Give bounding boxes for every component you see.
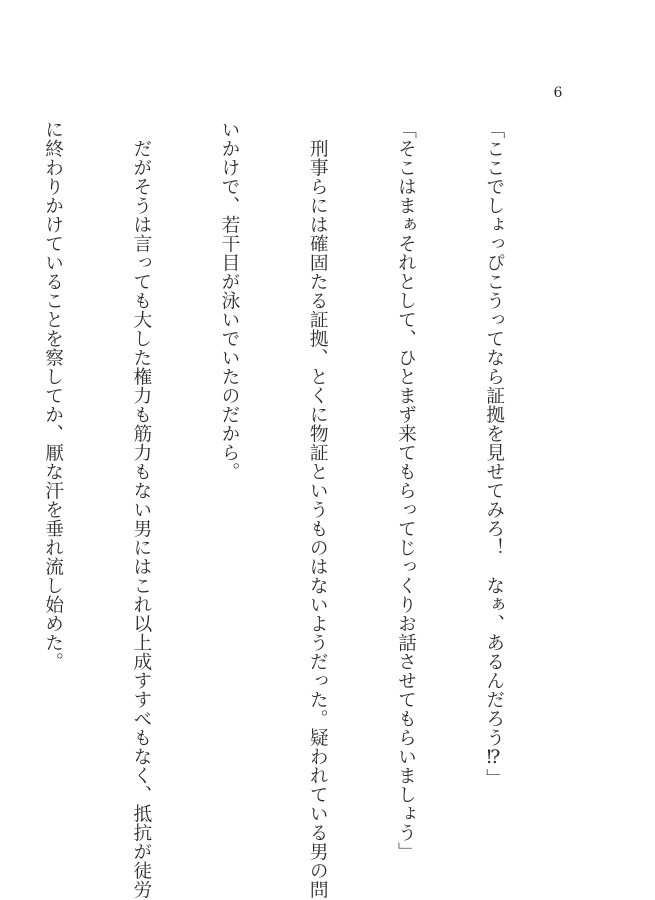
text-line: いかけで、若干目が泳いでいたのだから。 (218, 120, 240, 481)
text-line: 「ここでしょっぴこうってなら証拠を見せてみろ！ なぁ、あるんだろう⁉」 (483, 120, 505, 788)
text-line: だがそうは言っても大した権力も筋力もない男にはこれ以上成すすべもなく、抵抗が徒労 (130, 120, 152, 899)
text-line: に終わりかけていることを察してか、厭な汗を垂れ流し始めた。 (42, 120, 64, 671)
text-line: 刑事らには確固たる証拠、とくに物証というものはないようだった。疑われている男の問 (306, 120, 328, 899)
text-line: 「そこはまぁそれとして、ひとまず来てもらってじっくりお話させてもらいましょう」 (394, 120, 416, 861)
body-text (0, 120, 567, 899)
page-number: 6 (553, 85, 563, 101)
